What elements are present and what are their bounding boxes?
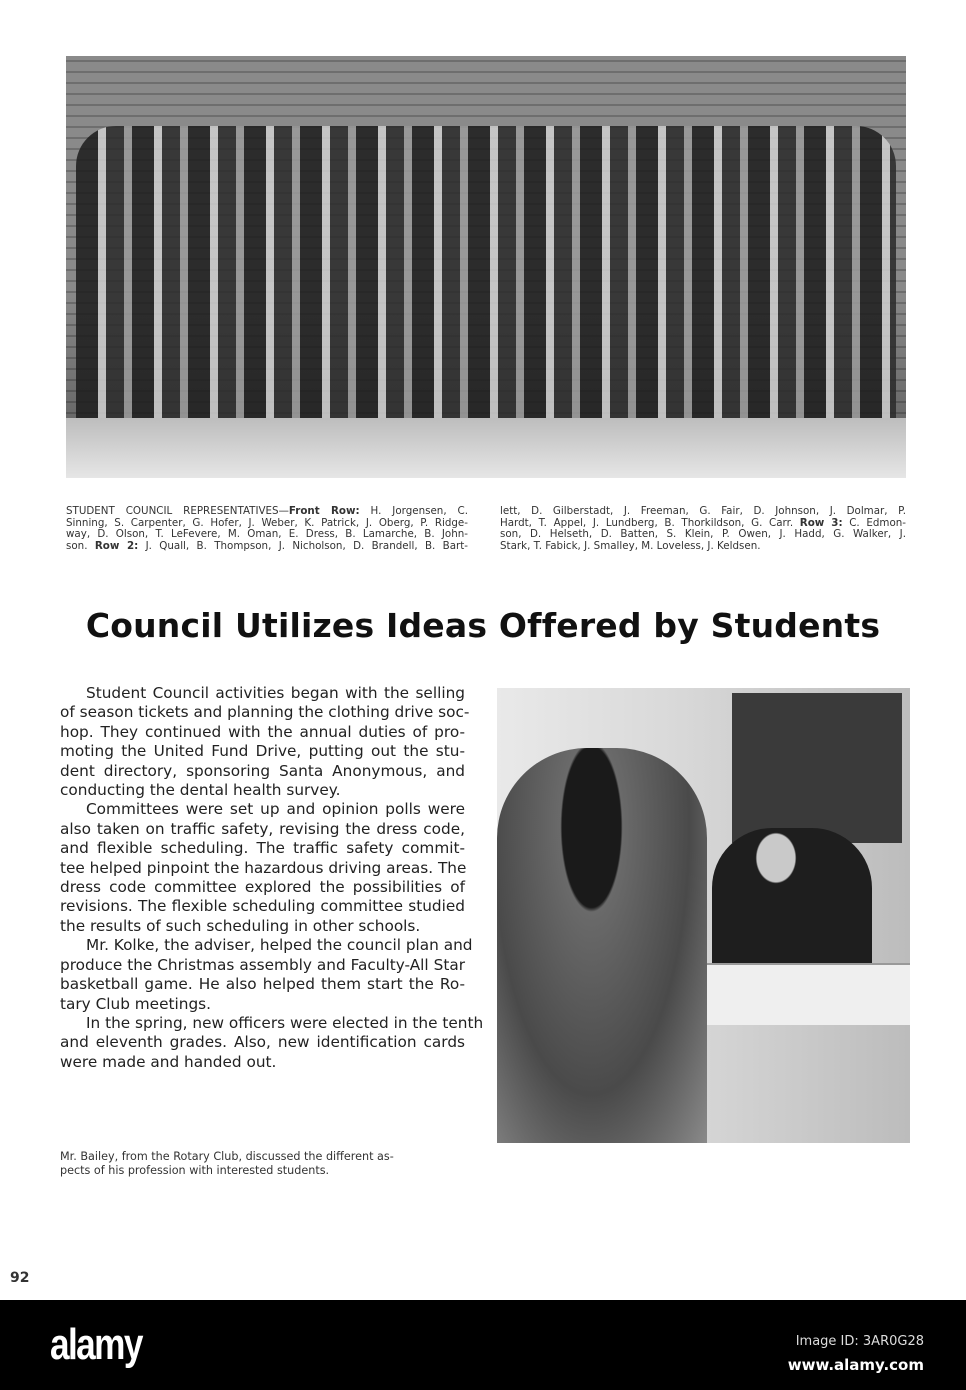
body-line: the results of such scheduling in other schools. xyxy=(60,916,421,935)
watermark-url: www.alamy.com xyxy=(787,1356,924,1374)
body-line: In the spring, new officers were elected in the tenth xyxy=(86,1013,484,1032)
alamy-logo: alamy xyxy=(50,1320,142,1369)
body-line: were made and handed out. xyxy=(60,1052,277,1071)
body-line: moting the United Fund Drive, putting out the stu- xyxy=(60,742,465,761)
paragraph xyxy=(60,800,465,936)
body-line: basketball game. He also helped them start the Ro- xyxy=(60,975,465,994)
caption-text: Hardt, T. Appel, J. Lundberg, B. Thorkildson, G. Carr. xyxy=(500,516,800,529)
body-line: tary Club meetings. xyxy=(60,994,211,1013)
caption-text: lett, D. Gilberstadt, J. Freeman, G. Fair, D. Johnson, J. Dolmar, P. xyxy=(500,505,906,517)
body-line: conducting the dental health survey. xyxy=(60,781,341,800)
caption-text: C. Edmon- xyxy=(842,516,906,529)
article-body xyxy=(60,684,484,1072)
body-line: dress code committee explored the possibilities of xyxy=(60,878,465,897)
image-id: Image ID: 3AR0G28 xyxy=(795,1334,924,1349)
risers xyxy=(66,418,906,478)
caption-text: STUDENT COUNCIL REPRESENTATIVES— xyxy=(66,505,289,517)
caption-row-label: Row 2: xyxy=(94,539,139,552)
student xyxy=(497,748,707,1143)
caption-text: J. Quall, B. Thompson, J. Nicholson, D. Brandell, B. Bart- xyxy=(138,539,468,552)
rotary-club-meeting-photo xyxy=(497,688,910,1143)
body-line: and eleventh grades. Also, new identification cards xyxy=(60,1033,465,1052)
paragraph xyxy=(60,684,470,800)
caption-text: son. xyxy=(66,539,95,552)
watermark-footer xyxy=(0,1300,966,1390)
body-line: revisions. The flexible scheduling committee studied xyxy=(60,897,465,916)
body-line: and flexible scheduling. The traffic safety commit- xyxy=(60,839,465,858)
page-number: 92 xyxy=(10,1270,30,1286)
caption-row-label: Row 3: xyxy=(799,516,843,529)
caption-text: way, D. Olson, T. LeFevere, M. Oman, E. Dress, B. Lamarche, B. John- xyxy=(66,528,468,540)
paragraph xyxy=(60,936,473,1014)
caption-text: H. Jorgensen, C. xyxy=(359,505,468,517)
body-line: produce the Christmas assembly and Faculty-All Star xyxy=(60,955,465,974)
caption-line: Mr. Bailey, from the Rotary Club, discussed the different as- xyxy=(60,1150,394,1163)
caption-text: Sinning, S. Carpenter, G. Hofer, J. Weber, K. Patrick, J. Oberg, P. Ridge- xyxy=(66,516,468,529)
caption-text: son, D. Helseth, D. Batten, S. Klein, P. Owen, J. Hadd, G. Walker, J. xyxy=(500,528,906,540)
chalkboard xyxy=(732,693,902,843)
body-line: of season tickets and planning the clothing drive soc- xyxy=(60,703,470,722)
article-headline: Council Utilizes Ideas Offered by Students xyxy=(85,606,881,645)
paragraph xyxy=(60,1013,484,1072)
student-council-group-photo xyxy=(66,56,906,478)
group-photo-caption-right xyxy=(500,506,906,552)
body-line: Mr. Kolke, the adviser, helped the council plan and xyxy=(86,936,473,955)
caption-text: Stark, T. Fabick, J. Smalley, M. Loveless, J. Keldsen. xyxy=(500,539,761,552)
body-line: Student Council activities began with the selling xyxy=(86,684,465,702)
mr-bailey xyxy=(712,828,872,978)
caption-line: pects of his profession with interested students. xyxy=(60,1164,330,1177)
body-line: hop. They continued with the annual duties of pro- xyxy=(60,722,465,741)
group-of-students xyxy=(76,126,896,438)
meeting-photo-caption xyxy=(60,1150,465,1178)
body-line: Committees were set up and opinion polls were xyxy=(86,800,465,819)
body-line: also taken on traffic safety, revising the dress code, xyxy=(60,819,465,838)
body-line: dent directory, sponsoring Santa Anonymous, and xyxy=(60,761,465,780)
group-photo-caption-left xyxy=(66,506,468,552)
body-line: tee helped pinpoint the hazardous driving areas. The xyxy=(60,858,467,877)
caption-row-label: Front Row: xyxy=(288,505,360,517)
